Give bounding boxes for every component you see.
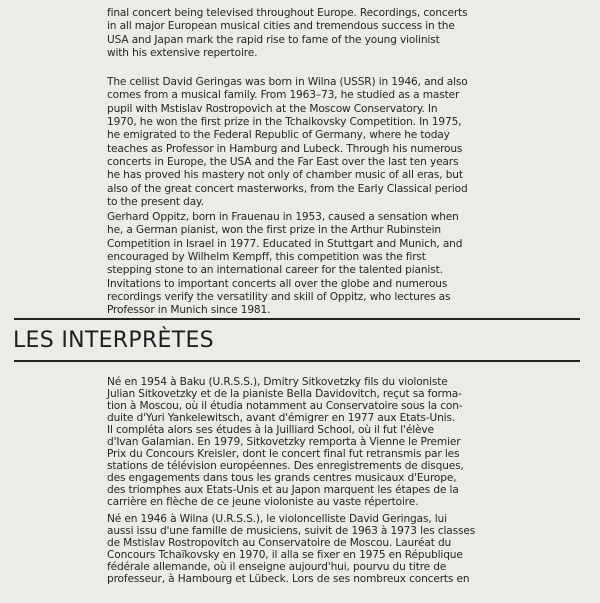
text-line: stations de télévision européennes. Des enregistrements de disques, — [107, 460, 464, 472]
text-line: final concert being televised throughout Europe. Recordings, concerts — [107, 7, 468, 19]
text-line: Invitations to important concerts all over the globe and numerous — [107, 277, 448, 290]
section-bottom-rule — [14, 360, 580, 362]
text-line: tion à Moscou, où il étudia notamment au Conservatoire sous la con- — [107, 400, 463, 412]
text-line: with his extensive repertoire. — [107, 47, 258, 60]
text-line: Concours Tchaïkovsky en 1970, il alla se fixer en 1975 en République — [107, 549, 463, 561]
text-line: Né en 1946 à Wilna (U.R.S.S.), le violoncelliste David Geringas, lui — [107, 513, 447, 525]
text-line: d'Ivan Galamian. En 1979, Sitkovetzky remporta à Vienne le Premier — [107, 436, 461, 448]
french-paragraph-sitkovetzky — [107, 376, 464, 508]
text-line: aussi issu d'une famille de musiciens, suivit de 1963 à 1973 les classes — [107, 525, 476, 537]
text-line: 1970, he won the first prize in the Tchaikovsky Competition. In 1975, — [107, 116, 462, 129]
text-line: The cellist David Geringas was born in Wilna (USSR) in 1946, and also — [107, 76, 468, 88]
text-line: recordings verify the versatility and skill of Oppitz, who lectures as — [107, 291, 451, 304]
text-line: he, a German pianist, won the first prize in the Arthur Rubinstein — [107, 224, 441, 237]
text-line: carrière en flèche de ce jeune violoniste au vaste répertoire. — [107, 496, 419, 508]
text-line: Julian Sitkovetzky et de la pianiste Bella Davidovitch, reçut sa forma- — [107, 388, 462, 400]
english-paragraph-geringas — [107, 76, 468, 209]
text-line: duite d'Yuri Yankelewitsch, avant d'émigrer en 1977 aux Etats-Unis. — [107, 412, 456, 424]
text-line: de Mstislav Rostropovitch au Conservatoire de Moscou. Lauréat du — [107, 537, 452, 549]
text-line: Professor in Munich since 1981. — [107, 304, 271, 317]
text-line: USA and Japan mark the rapid rise to fame of the young violinist — [107, 33, 440, 46]
text-line: stepping stone to an international career for the talented pianist. — [107, 264, 443, 277]
english-paragraph-sitkovetzky — [107, 7, 468, 60]
text-line: Il compléta alors ses études à la Juilliard School, où il fut l'élève — [107, 424, 434, 436]
text-line: concerts in Europe, the USA and the Far East over the last ten years — [107, 156, 459, 169]
text-line: encouraged by Wilhelm Kempff, this competition was the first — [107, 251, 426, 264]
text-line: des triomphes aux Etats-Unis et au Japon marquent les étapes de la — [107, 484, 459, 496]
text-line: to the present day. — [107, 196, 204, 209]
text-line: Né en 1954 à Baku (U.R.S.S.), Dmitry Sitkovetzky fils du violoniste — [107, 376, 448, 388]
text-line: also of the great concert masterworks, from the Early Classical period — [107, 182, 468, 195]
text-line: Prix du Concours Kreisler, dont le concert final fut retransmis par les — [107, 448, 460, 460]
text-line: teaches as Professor in Hamburg and Lubeck. Through his numerous — [107, 142, 463, 155]
text-line: Competition in Israel in 1977. Educated in Stuttgart and Munich, and — [107, 237, 463, 250]
text-line: fédérale allemande, où il enseigne aujourd'hui, pourvu du titre de — [107, 561, 447, 573]
text-line: professeur, à Hambourg et Lübeck. Lors de ses nombreux concerts en — [107, 573, 470, 585]
text-line: pupil with Mstislav Rostropovich at the Moscow Conservatory. In — [107, 102, 438, 115]
french-paragraph-geringas — [107, 513, 475, 585]
section-heading: LES INTERPRÈTES — [13, 328, 214, 353]
text-line: in all major European musical cities and tremendous success in the — [107, 20, 455, 33]
text-line: Gerhard Oppitz, born in Frauenau in 1953, caused a sensation when — [107, 211, 459, 223]
text-line: he emigrated to the Federal Republic of Germany, where he today — [107, 129, 450, 142]
text-line: comes from a musical family. From 1963–73, he studied as a master — [107, 89, 460, 102]
section-top-rule — [14, 318, 580, 320]
text-line: des engagements dans tous les grands centres musicaux d'Europe, — [107, 472, 457, 484]
english-paragraph-oppitz — [107, 211, 462, 318]
text-line: he has proved his mastery not only of chamber music of all eras, but — [107, 169, 463, 182]
